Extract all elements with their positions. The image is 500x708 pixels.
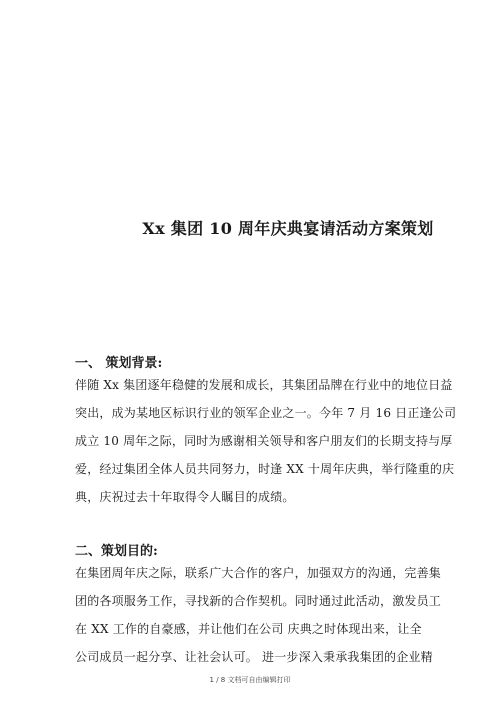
paragraph-line: 成立 10 周年之际，同时为感谢相关领导和客户朋友们的长期支持与厚 xyxy=(75,434,453,448)
paragraph-line: 突出，成为某地区标识行业的领军企业之一。今年 7 月 16 日正逢公司 xyxy=(75,406,457,420)
document-title xyxy=(0,216,500,239)
page-footer: 1 / 8 文档可自由编辑打印 xyxy=(209,676,291,684)
paragraph-line: 团的各项服务工作，寻找新的合作契机。同时通过此活动，激发员工 xyxy=(75,594,442,608)
paragraph-line: 典，庆祝过去十年取得令人瞩目的成绩。 xyxy=(75,490,295,504)
paragraph-line: 伴随 Xx 集团逐年稳健的发展和成长，其集团品牌在行业中的地位日益 xyxy=(75,378,453,392)
document-title-text: Xx 集团 10 周年庆典宴请活动方案策划 xyxy=(142,219,434,238)
paragraph-line: 公司成员一起分享、让社会认可。 进一步深入秉承我集团的企业精 xyxy=(75,650,433,664)
paragraph-line: 在 XX 工作的自豪感，并让他们在公司 庆典之时体现出来，让全 xyxy=(75,622,422,636)
paragraph-line: 在集团周年庆之际，联系广大合作的客户，加强双方的沟通，完善集 xyxy=(75,566,442,580)
section-heading-purpose: 二、策划目的: xyxy=(75,544,158,559)
section-paragraph-purpose xyxy=(75,565,442,677)
paragraph-line: 爱，经过集团全体人员共同努力，时逢 XX 十周年庆典，举行隆重的庆 xyxy=(75,462,455,476)
section-heading-background: 一、 策划背景: xyxy=(75,356,163,371)
section-paragraph-background xyxy=(75,377,457,517)
